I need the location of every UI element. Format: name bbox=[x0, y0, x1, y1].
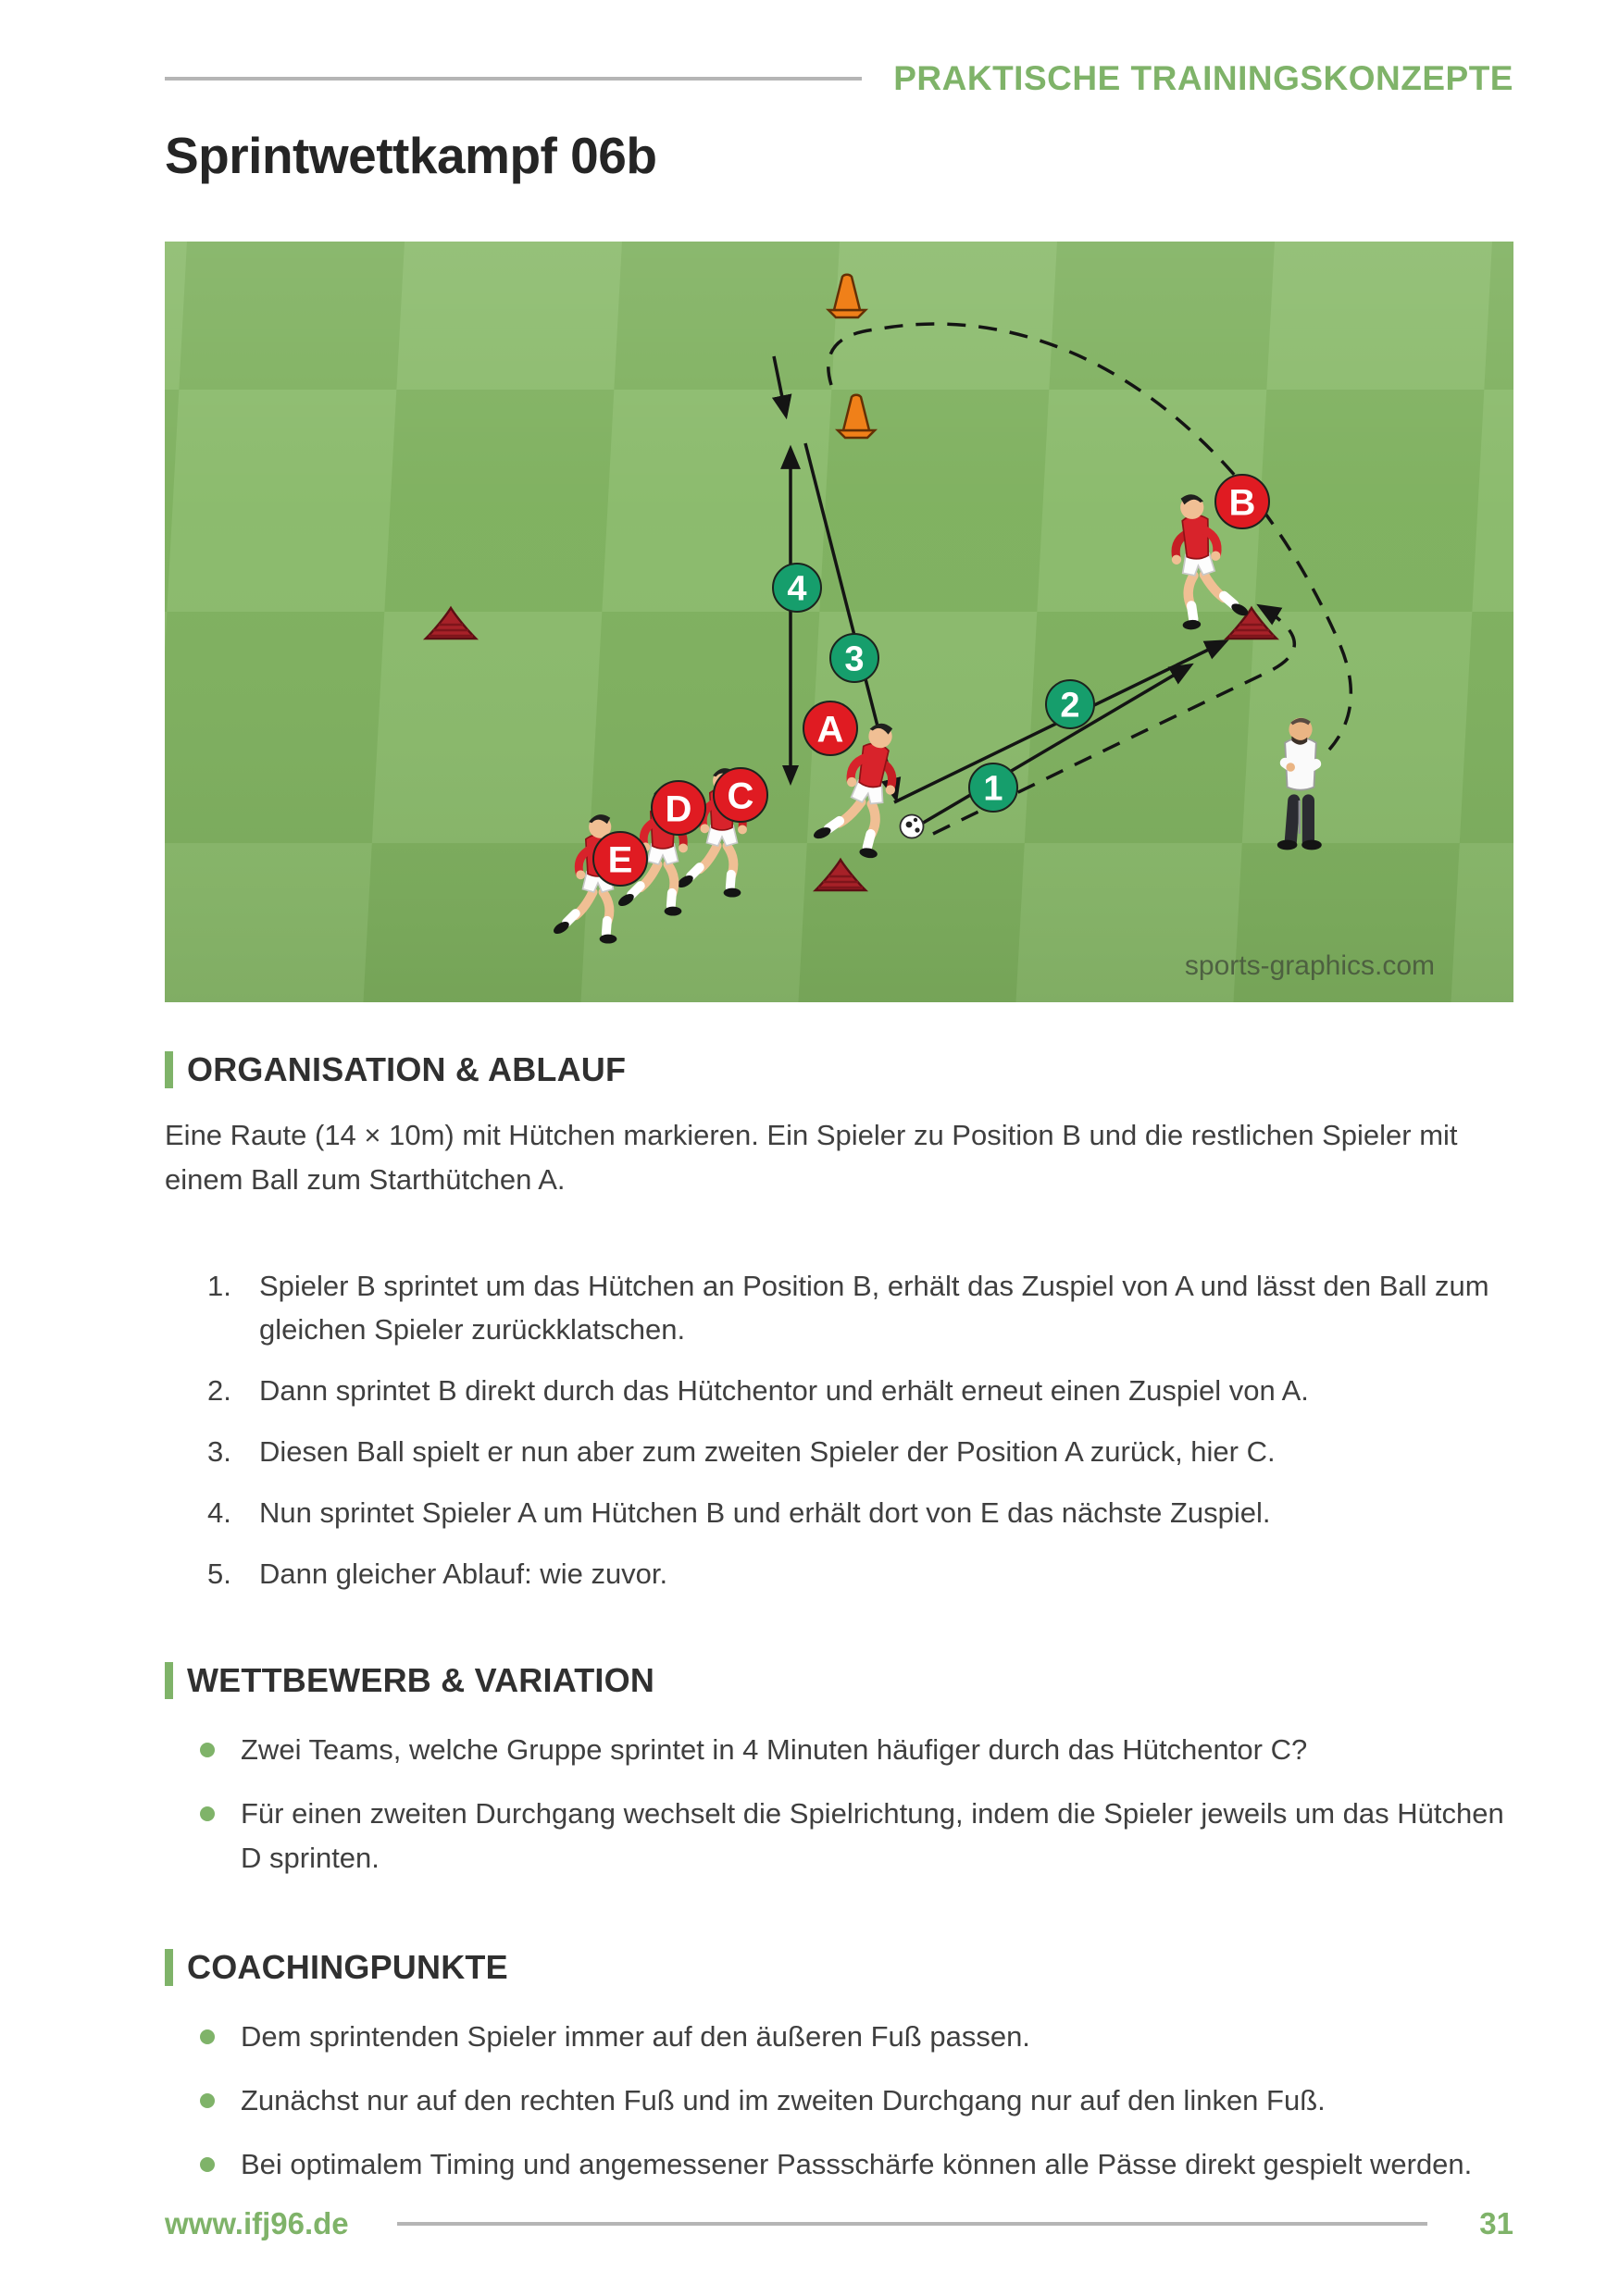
svg-text:B: B bbox=[1228, 482, 1256, 524]
svg-text:2: 2 bbox=[1060, 686, 1080, 726]
sequence-marker-2 bbox=[1046, 680, 1094, 728]
svg-text:D: D bbox=[665, 788, 692, 830]
sequence-marker-4 bbox=[773, 564, 821, 612]
sequence-marker-3 bbox=[830, 634, 878, 682]
svg-text:C: C bbox=[727, 776, 754, 817]
soccer-field-diagram bbox=[165, 242, 1513, 1002]
list-item: Dann gleicher Ablauf: wie zuvor. bbox=[259, 1557, 668, 1590]
svg-text:1: 1 bbox=[983, 769, 1003, 809]
position-marker-C bbox=[714, 768, 767, 822]
header-kicker: PRAKTISCHE TRAININGSKONZEPTE bbox=[893, 59, 1513, 97]
list-item: Nun sprintet Spieler A um Hütchen B und erhält dort von E das nächste Zuspiel. bbox=[259, 1496, 1271, 1529]
coaching-bullet-list bbox=[165, 2015, 1513, 2206]
sequence-marker-1 bbox=[969, 763, 1017, 812]
watermark-text: sports-graphics.com bbox=[1184, 949, 1435, 981]
organisation-steps-list bbox=[165, 1264, 1513, 1613]
header-rule bbox=[165, 77, 862, 81]
organisation-intro: Eine Raute (14 × 10m) mit Hütchen markieren. Ein Spieler zu Position B und die restlichen Spieler mit einem Ball zum Starthütchen A. bbox=[165, 1118, 1458, 1196]
footer-page-number: 31 bbox=[1479, 2205, 1513, 2240]
svg-text:4: 4 bbox=[787, 569, 807, 609]
svg-text:A: A bbox=[816, 709, 844, 751]
section-bar-icon bbox=[165, 1051, 173, 1088]
footer-website-link[interactable]: www.ifj96.de bbox=[165, 2205, 349, 2240]
position-marker-E bbox=[593, 832, 647, 886]
list-item: Dem sprintenden Spieler immer auf den äußeren Fuß passen. bbox=[200, 2015, 1513, 2059]
section-bar-icon bbox=[165, 1949, 173, 1986]
soccer-ball bbox=[901, 814, 924, 838]
list-item: Dann sprintet B direkt durch das Hütchentor und erhält erneut einen Zuspiel von A. bbox=[259, 1373, 1309, 1407]
position-marker-B bbox=[1215, 475, 1269, 528]
svg-text:E: E bbox=[607, 839, 633, 881]
wettbewerb-bullet-list bbox=[165, 1728, 1513, 1900]
list-item: Für einen zweiten Durchgang wechselt die Spielrichtung, indem die Spieler jeweils um das Hütchen D sprinten. bbox=[200, 1792, 1513, 1880]
section-bar-icon bbox=[165, 1662, 173, 1699]
footer-rule bbox=[397, 2222, 1428, 2226]
section-title-organisation: ORGANISATION & ABLAUF bbox=[187, 1049, 627, 1088]
list-item: Zwei Teams, welche Gruppe sprintet in 4 Minuten häufiger durch das Hütchentor C? bbox=[200, 1728, 1513, 1772]
training-diagram bbox=[165, 242, 1513, 1002]
list-item: Bei optimalem Timing und angemessener Passschärfe können alle Pässe direkt gespielt werden. bbox=[200, 2142, 1513, 2187]
page-title: Sprintwettkampf 06b bbox=[165, 127, 657, 184]
section-coaching-heading bbox=[165, 1948, 1513, 1987]
section-title-coaching: COACHINGPUNKTE bbox=[187, 1947, 508, 1986]
list-item: Spieler B sprintet um das Hütchen an Position B, erhält das Zuspiel von A und lässt den Ball zum gleichen Spieler zurückklatschen. bbox=[259, 1269, 1489, 1346]
page-header bbox=[165, 59, 1513, 98]
section-title-wettbewerb: WETTBEWERB & VARIATION bbox=[187, 1660, 655, 1699]
svg-text:3: 3 bbox=[844, 639, 865, 679]
list-item: Zunächst nur auf den rechten Fuß und im zweiten Durchgang nur auf den linken Fuß. bbox=[200, 2079, 1513, 2123]
position-marker-A bbox=[803, 701, 857, 755]
section-wettbewerb-heading bbox=[165, 1661, 1513, 1700]
page-footer bbox=[165, 2206, 1513, 2241]
position-marker-D bbox=[652, 781, 705, 835]
list-item: Diesen Ball spielt er nun aber zum zweiten Spieler der Position A zurück, hier C. bbox=[259, 1434, 1276, 1468]
section-organisation-heading bbox=[165, 1050, 1513, 1089]
